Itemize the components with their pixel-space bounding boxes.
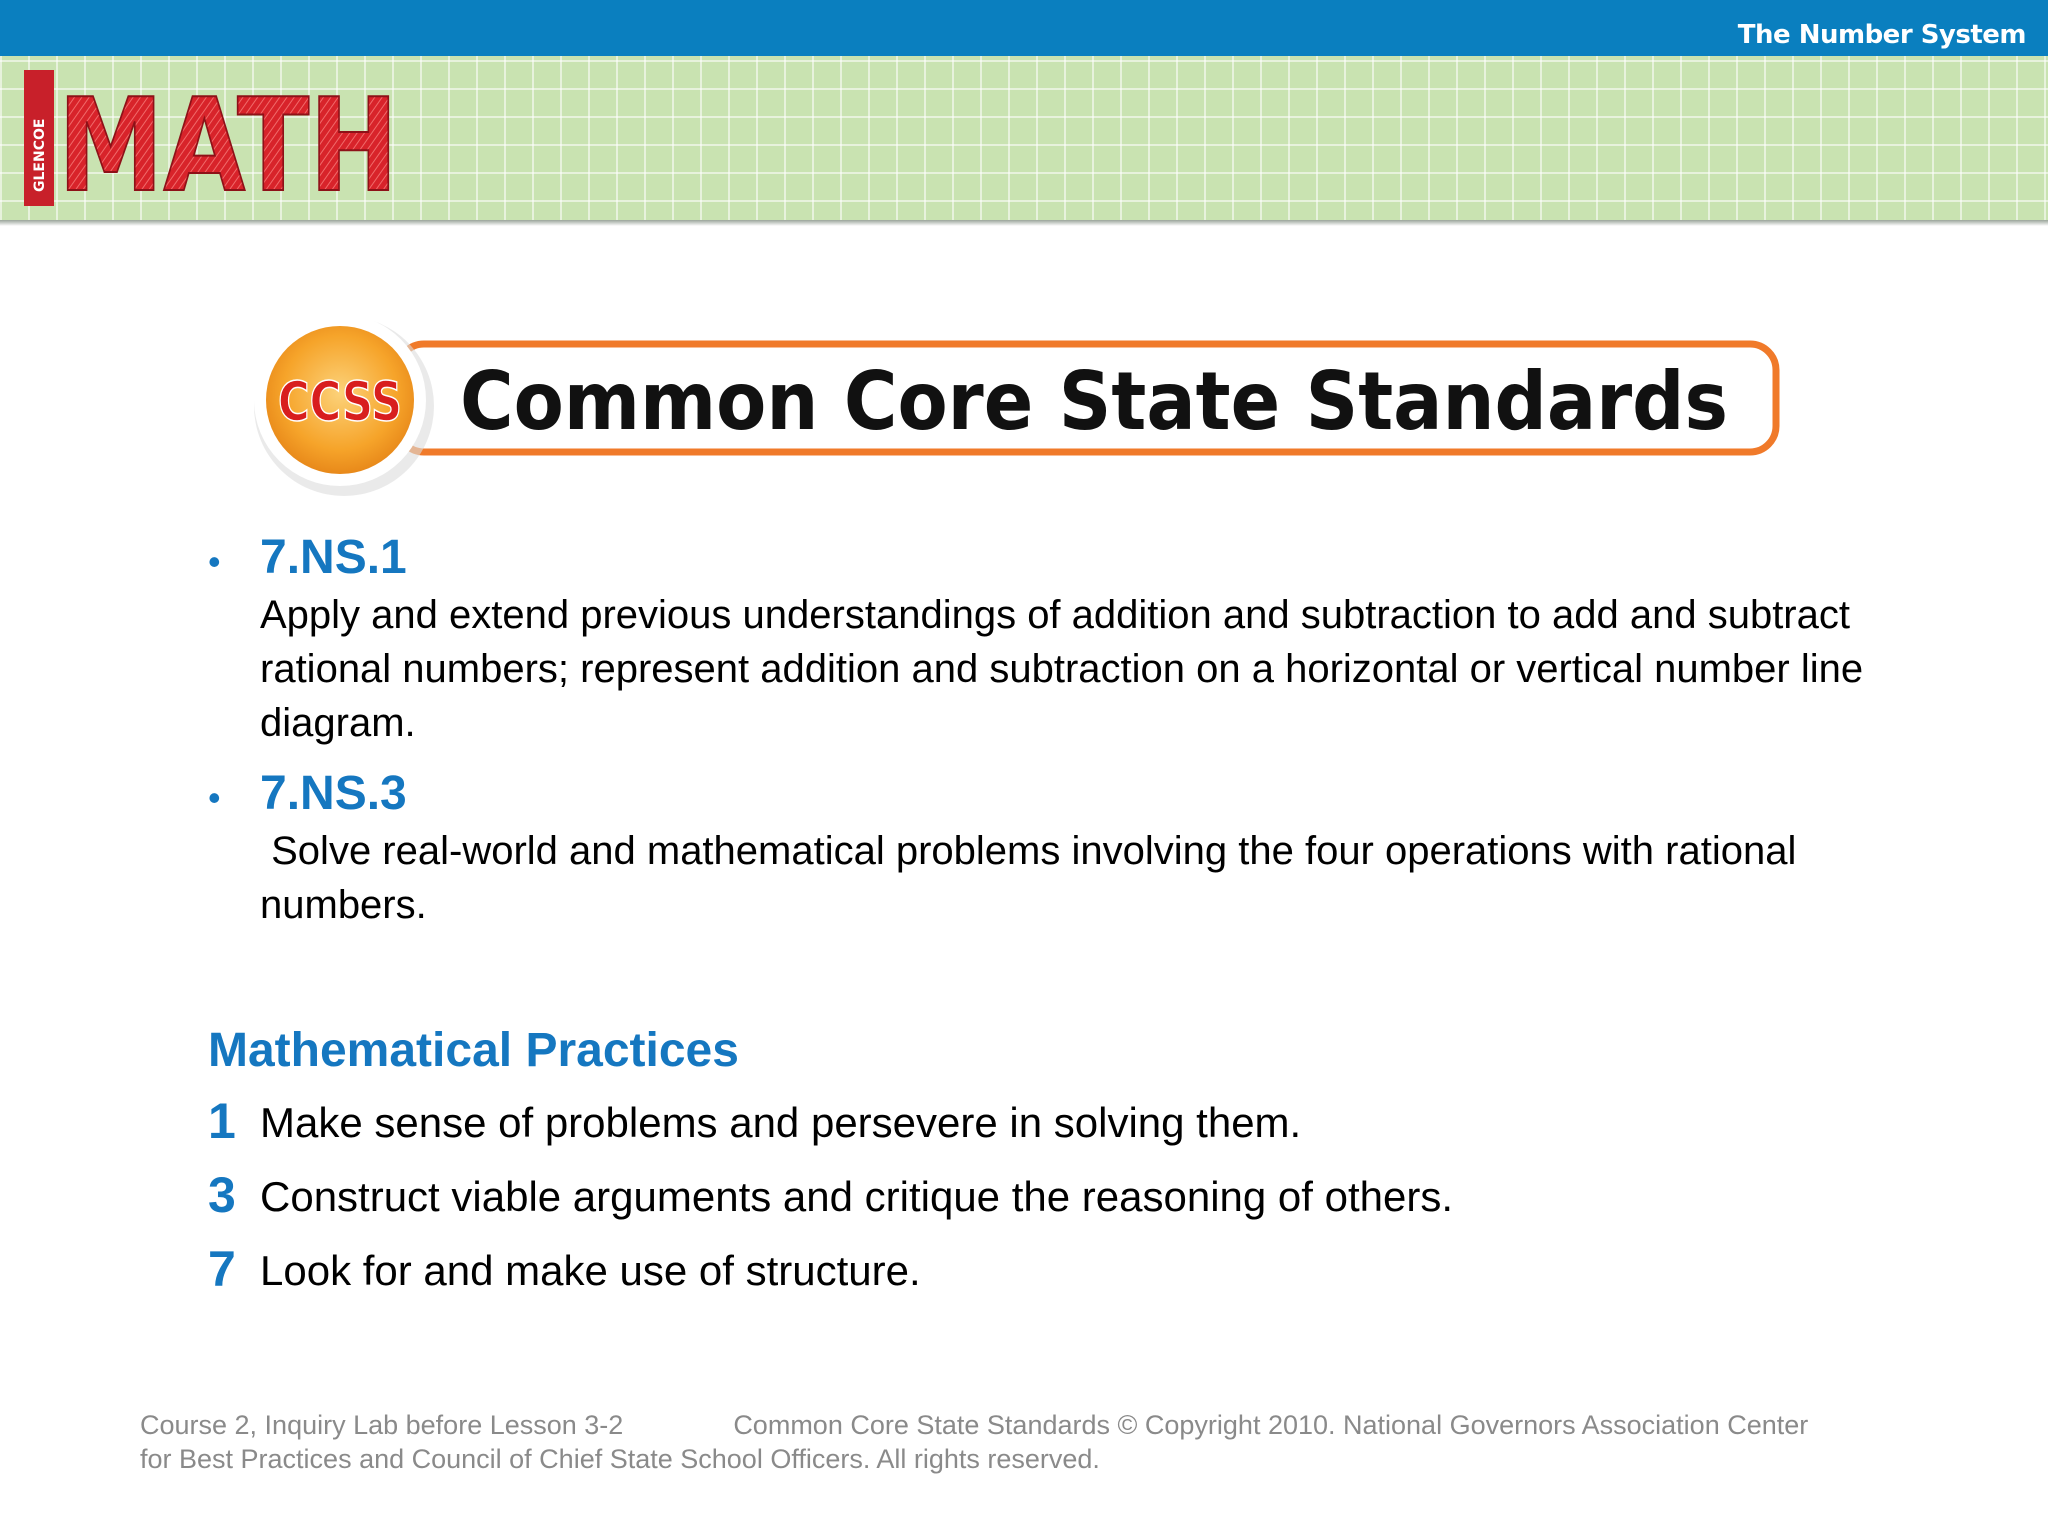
- logo-brand-text: GLENCOE: [32, 118, 48, 192]
- bullet-icon: •: [208, 777, 221, 818]
- practices-section: [208, 1016, 1928, 1308]
- top-header-bar: [0, 0, 2048, 56]
- practice-item: [208, 1086, 1928, 1160]
- standard-code: 7.NS.1: [260, 531, 407, 584]
- standard-description: Solve real-world and mathematical problems involving the four operations with rational numbers.: [260, 829, 1808, 927]
- section-title: The Number System: [1737, 20, 2026, 50]
- standard-item: [208, 764, 1928, 932]
- ccss-badge-text: CCSS: [278, 370, 402, 433]
- practice-number: 3: [208, 1167, 236, 1223]
- practice-text: Look for and make use of structure.: [260, 1247, 921, 1294]
- math-logo: [18, 62, 408, 221]
- bullet-icon: •: [208, 541, 221, 582]
- logo-math-text: MATH: [58, 72, 398, 221]
- practice-number: 1: [208, 1093, 236, 1149]
- footer-line-1: [140, 1408, 1900, 1442]
- standard-code: 7.NS.3: [260, 767, 407, 820]
- footer-copyright-2: for Best Practices and Council of Chief State School Officers. All rights reserved.: [140, 1444, 1100, 1474]
- practice-text: Make sense of problems and persevere in solving them.: [260, 1099, 1302, 1146]
- footer-copyright-1: Common Core State Standards © Copyright 2010. National Governors Association Center: [733, 1410, 1809, 1440]
- practice-item: [208, 1234, 1928, 1308]
- practice-text: Construct viable arguments and critique the reasoning of others.: [260, 1173, 1454, 1220]
- practice-item: [208, 1160, 1928, 1234]
- ccss-banner: [248, 292, 1788, 502]
- practices-heading: Mathematical Practices: [208, 1024, 739, 1077]
- ccss-title: Common Core State Standards: [460, 355, 1728, 448]
- standard-item: [208, 528, 1928, 750]
- footer-course: Course 2, Inquiry Lab before Lesson 3-2: [140, 1410, 624, 1440]
- standards-list: [208, 528, 1928, 946]
- footer: [140, 1408, 1900, 1476]
- standard-description: Apply and extend previous understandings of addition and subtraction to add and subtract rational numbers; represent addition and subtraction on a horizontal or vertical number line diagram.: [260, 593, 1875, 745]
- practice-number: 7: [208, 1241, 236, 1297]
